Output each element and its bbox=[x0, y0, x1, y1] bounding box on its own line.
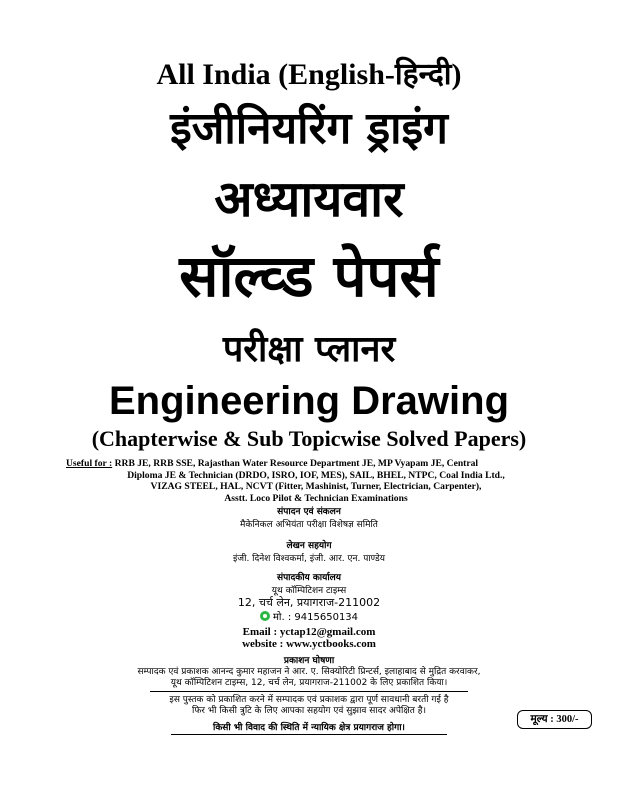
english-title: Engineering Drawing bbox=[108, 379, 510, 423]
office-name: यूथ कॉम्पिटिशन टाइम्स bbox=[271, 586, 347, 596]
useful-for-line: Diploma JE & Technician (DRDO, ISRO, IOF, MES), SAIL, BHEL, NTPC, Coal India Ltd., bbox=[127, 469, 505, 481]
editing-value: मैकेनिकल अभियंता परीक्षा विशेषज्ञ समिति bbox=[240, 520, 378, 530]
email-line: Email : yctap12@gmail.com bbox=[242, 626, 376, 638]
price-badge: मूल्य : 300/- bbox=[517, 710, 592, 729]
subtitle: (Chapterwise & Sub Topicwise Solved Papers) bbox=[91, 426, 527, 451]
exam-planner-title: परीक्षा प्लानर bbox=[222, 329, 396, 370]
useful-for-label: Useful for : bbox=[66, 458, 113, 469]
hindi-title-engineering-drawing: इंजीनियरिंग ड्राइंग bbox=[170, 103, 448, 154]
useful-for-line: Asstt. Loco Pilot & Technician Examinations bbox=[224, 492, 408, 504]
hindi-title-chapterwise: अध्यायवार bbox=[214, 170, 404, 228]
hindi-title-solved-papers: सॉल्व्ड पेपर्स bbox=[179, 242, 439, 310]
editing-heading: संपादन एवं संकलन bbox=[277, 507, 341, 517]
writing-heading: लेखन सहयोग bbox=[286, 541, 332, 551]
publication-line: यूथ कॉम्पिटिशन टाइम्स, 12, चर्च लेन, प्रयागराज-211002 के लिए प्रकाशित किया। bbox=[170, 678, 448, 688]
jurisdiction-note: किसी भी विवाद की स्थिति में न्यायिक क्षेत्र प्रयागराज होगा। bbox=[171, 722, 447, 735]
website-line: website : www.yctbooks.com bbox=[242, 638, 376, 650]
publication-line: सम्पादक एवं प्रकाशक आनन्द कुमार महाजन ने आर. ए. सिक्योरिटी प्रिन्टर्स, इलाहाबाद से मुद्रित करवाकर, bbox=[137, 667, 481, 677]
office-address: 12, चर्च लेन, प्रयागराज-211002 bbox=[237, 596, 381, 609]
series-title: All India (English-हिन्दी) bbox=[156, 58, 462, 91]
office-heading: संपादकीय कार्यालय bbox=[276, 573, 342, 583]
useful-for-line: RRB JE, RRB SSE, Rajasthan Water Resource Department JE, MP Vyapam JE, Central bbox=[112, 458, 479, 469]
divider bbox=[150, 691, 468, 692]
disclaimer-line: इस पुस्तक को प्रकाशित करने में सम्पादक एवं प्रकाशक द्वारा पूर्ण सावधानी बरती गई है bbox=[169, 695, 449, 705]
writing-value: इंजी. दिनेश विश्वकर्मा, इंजी. आर. एन. पाण्डेय bbox=[233, 554, 385, 564]
whatsapp-icon bbox=[260, 611, 270, 621]
useful-for-line: VIZAG STEEL, HAL, NCVT (Fitter, Mashinist, Turner, Electrician, Carpenter), bbox=[150, 481, 482, 492]
useful-for-block bbox=[66, 458, 566, 504]
disclaimer-line: फिर भी किसी त्रुटि के लिए आपका सहयोग एवं सुझाव सादर अपेक्षित है। bbox=[192, 706, 426, 716]
phone-number: मो. : 9415650134 bbox=[272, 612, 359, 623]
phone-line bbox=[0, 611, 618, 624]
publication-heading: प्रकाशन घोषणा bbox=[283, 656, 335, 666]
